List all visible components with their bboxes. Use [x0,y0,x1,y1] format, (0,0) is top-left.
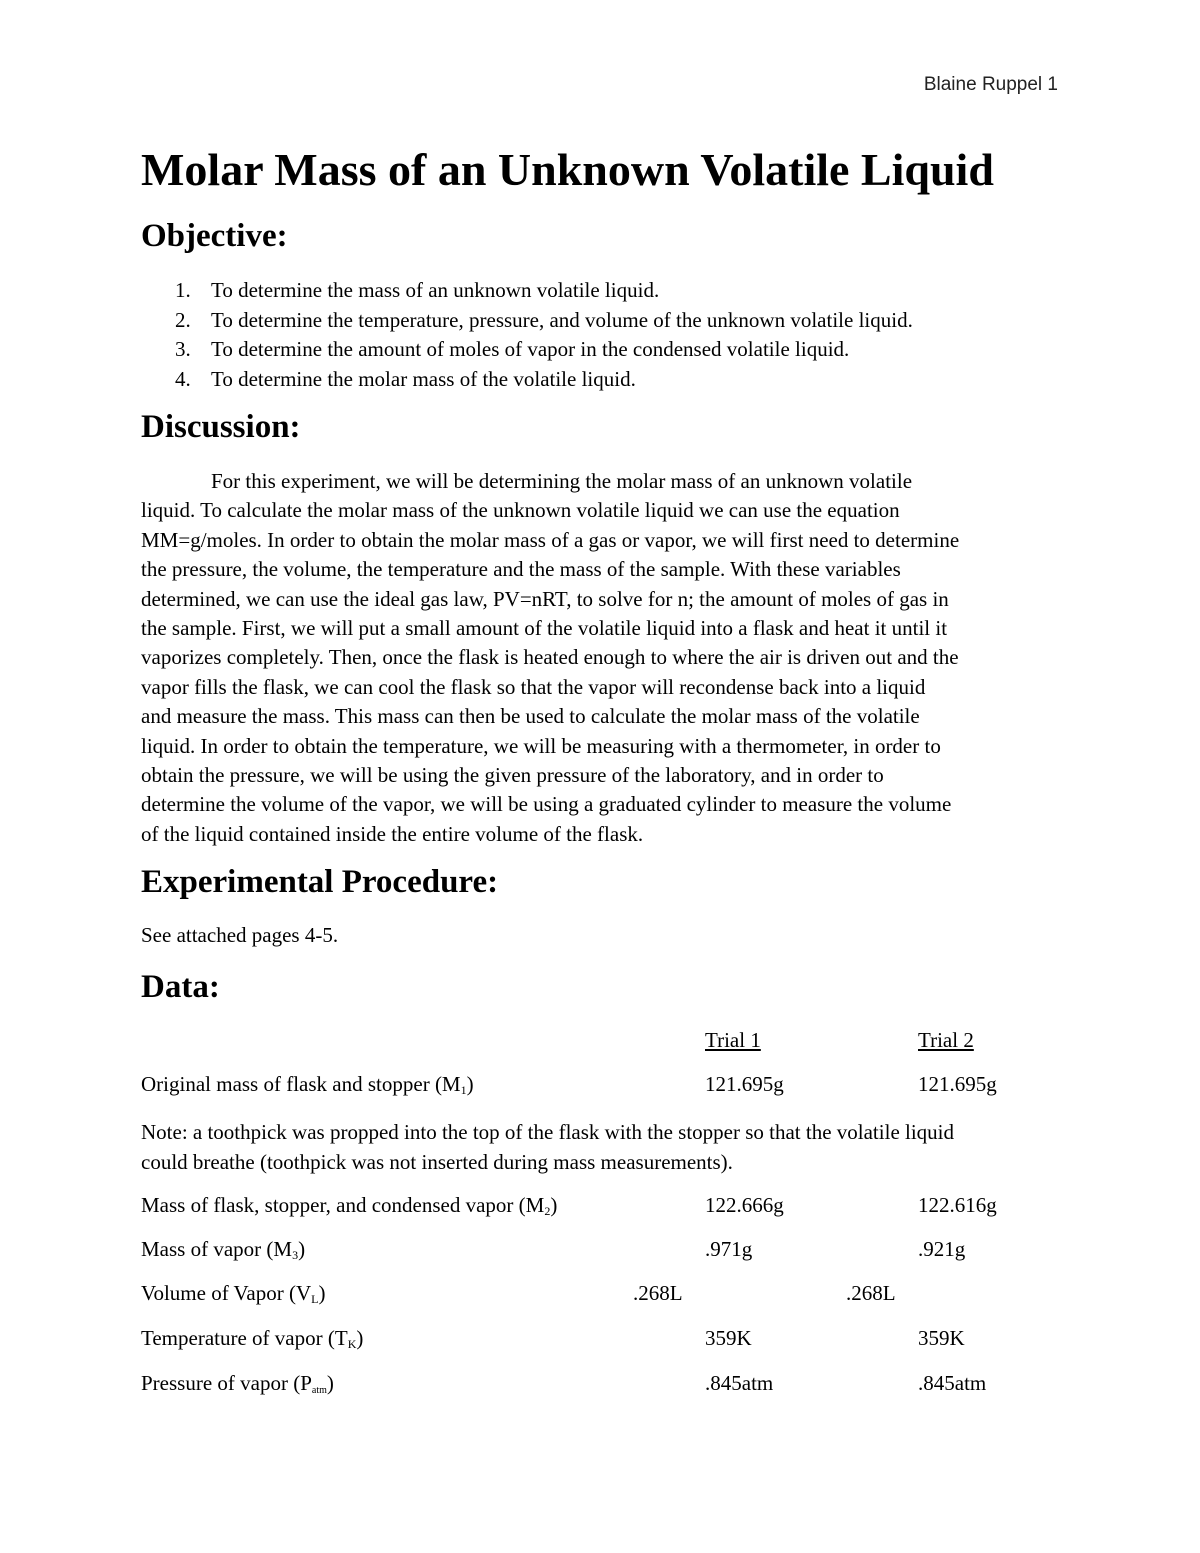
trial-2-header: Trial 2 [918,1028,974,1052]
procedure-text: See attached pages 4-5. [141,923,339,947]
data-heading: Data: [141,969,220,1005]
discussion-line: obtain the pressure, we will be using the given pressure of the laboratory, and in order to [141,763,884,788]
trial-1-value: 122.666g [705,1193,784,1217]
discussion-paragraph [141,467,959,849]
trial-1-value: .971g [705,1237,753,1261]
discussion-line: determine the volume of the vapor, we will be using a graduated cylinder to measure the volume [141,792,952,817]
objective-number: 3. [175,337,191,361]
discussion-line: the sample. First, we will put a small amount of the volatile liquid into a flask and heat it until it [141,616,948,641]
note-line: could breathe (toothpick was not inserted during mass measurements). [141,1150,733,1174]
objective-list [141,276,913,394]
discussion-line: and measure the mass. This mass can then be used to calculate the molar mass of the volatile [141,704,920,729]
discussion-line: For this experiment, we will be determining the molar mass of an unknown volatile [211,469,913,493]
objective-text: To determine the temperature, pressure, and volume of the unknown volatile liquid. [211,307,913,332]
discussion-line: of the liquid contained inside the entire volume of the flask. [141,821,644,846]
objective-text: To determine the mass of an unknown volatile liquid. [211,278,660,302]
trial-2-value: .268L [846,1281,896,1305]
trial-1-value: .268L [633,1281,683,1305]
discussion-line: vapor fills the flask, we can cool the flask so that the vapor will recondense back into a liquid [141,674,926,699]
trial-1-value: 359K [705,1326,752,1350]
objective-item [141,276,913,306]
discussion-line: the pressure, the volume, the temperature and the mass of the sample. With these variables [141,557,901,582]
note-line: Note: a toothpick was propped into the top of the flask with the stopper so that the volatile liquid [141,1120,955,1144]
trial-1-value: .845atm [705,1371,774,1395]
objective-item [141,306,913,336]
objective-text: To determine the amount of moles of vapor in the condensed volatile liquid. [211,337,850,361]
trial-1-value: 121.695g [705,1072,784,1096]
trial-2-value: 359K [918,1326,965,1350]
data-row-label: Mass of flask, stopper, and condensed vapor $(M_2)$ [141,1193,558,1218]
discussion-line: liquid. In order to obtain the temperature, we will be measuring with a thermometer, in order to [141,733,941,758]
objective-number: 1. [175,278,191,302]
data-row-label: Volume of Vapor $(V_L)$ [141,1281,326,1306]
document-title: Molar Mass of an Unknown Volatile Liquid [141,144,994,195]
objective-text: To determine the molar mass of the volatile liquid. [211,366,636,391]
objective-item [141,365,913,395]
discussion-heading: Discussion: [141,409,301,445]
page-header-name: Blaine Ruppel 1 [923,74,1058,95]
trial-1-header: Trial 1 [705,1028,761,1052]
objective-number: 2. [175,307,191,332]
data-row-label: Mass of vapor $(M_3)$ [141,1237,306,1262]
trial-2-value: .921g [918,1237,966,1261]
trial-2-value: 121.695g [918,1072,997,1096]
discussion-line: vaporizes completely. Then, once the flask is heated enough to where the air is driven out and the [141,645,959,670]
objective-number: 4. [175,366,191,391]
discussion-line: determined, we can use the ideal gas law, PV=nRT, to solve for n; the amount of moles of gas in [141,586,949,611]
data-row-label: Original mass of flask and stopper $(M_1)$ [141,1072,474,1097]
discussion-line: liquid. To calculate the molar mass of the unknown volatile liquid we can use the equation [141,498,900,523]
procedure-heading: Experimental Procedure: [141,864,499,900]
objective-item [141,335,913,365]
data-note [141,1117,954,1177]
trial-2-value: .845atm [918,1371,987,1395]
discussion-line: MM=g/moles. In order to obtain the molar mass of a gas or vapor, we will first need to determine [141,527,960,552]
data-row-label: Pressure of vapor $(P_{atm})$ [141,1371,334,1396]
data-row-label: Temperature of vapor $(T_K)$ [141,1326,364,1351]
trial-2-value: 122.616g [918,1193,997,1217]
objective-heading: Objective: [141,218,288,254]
